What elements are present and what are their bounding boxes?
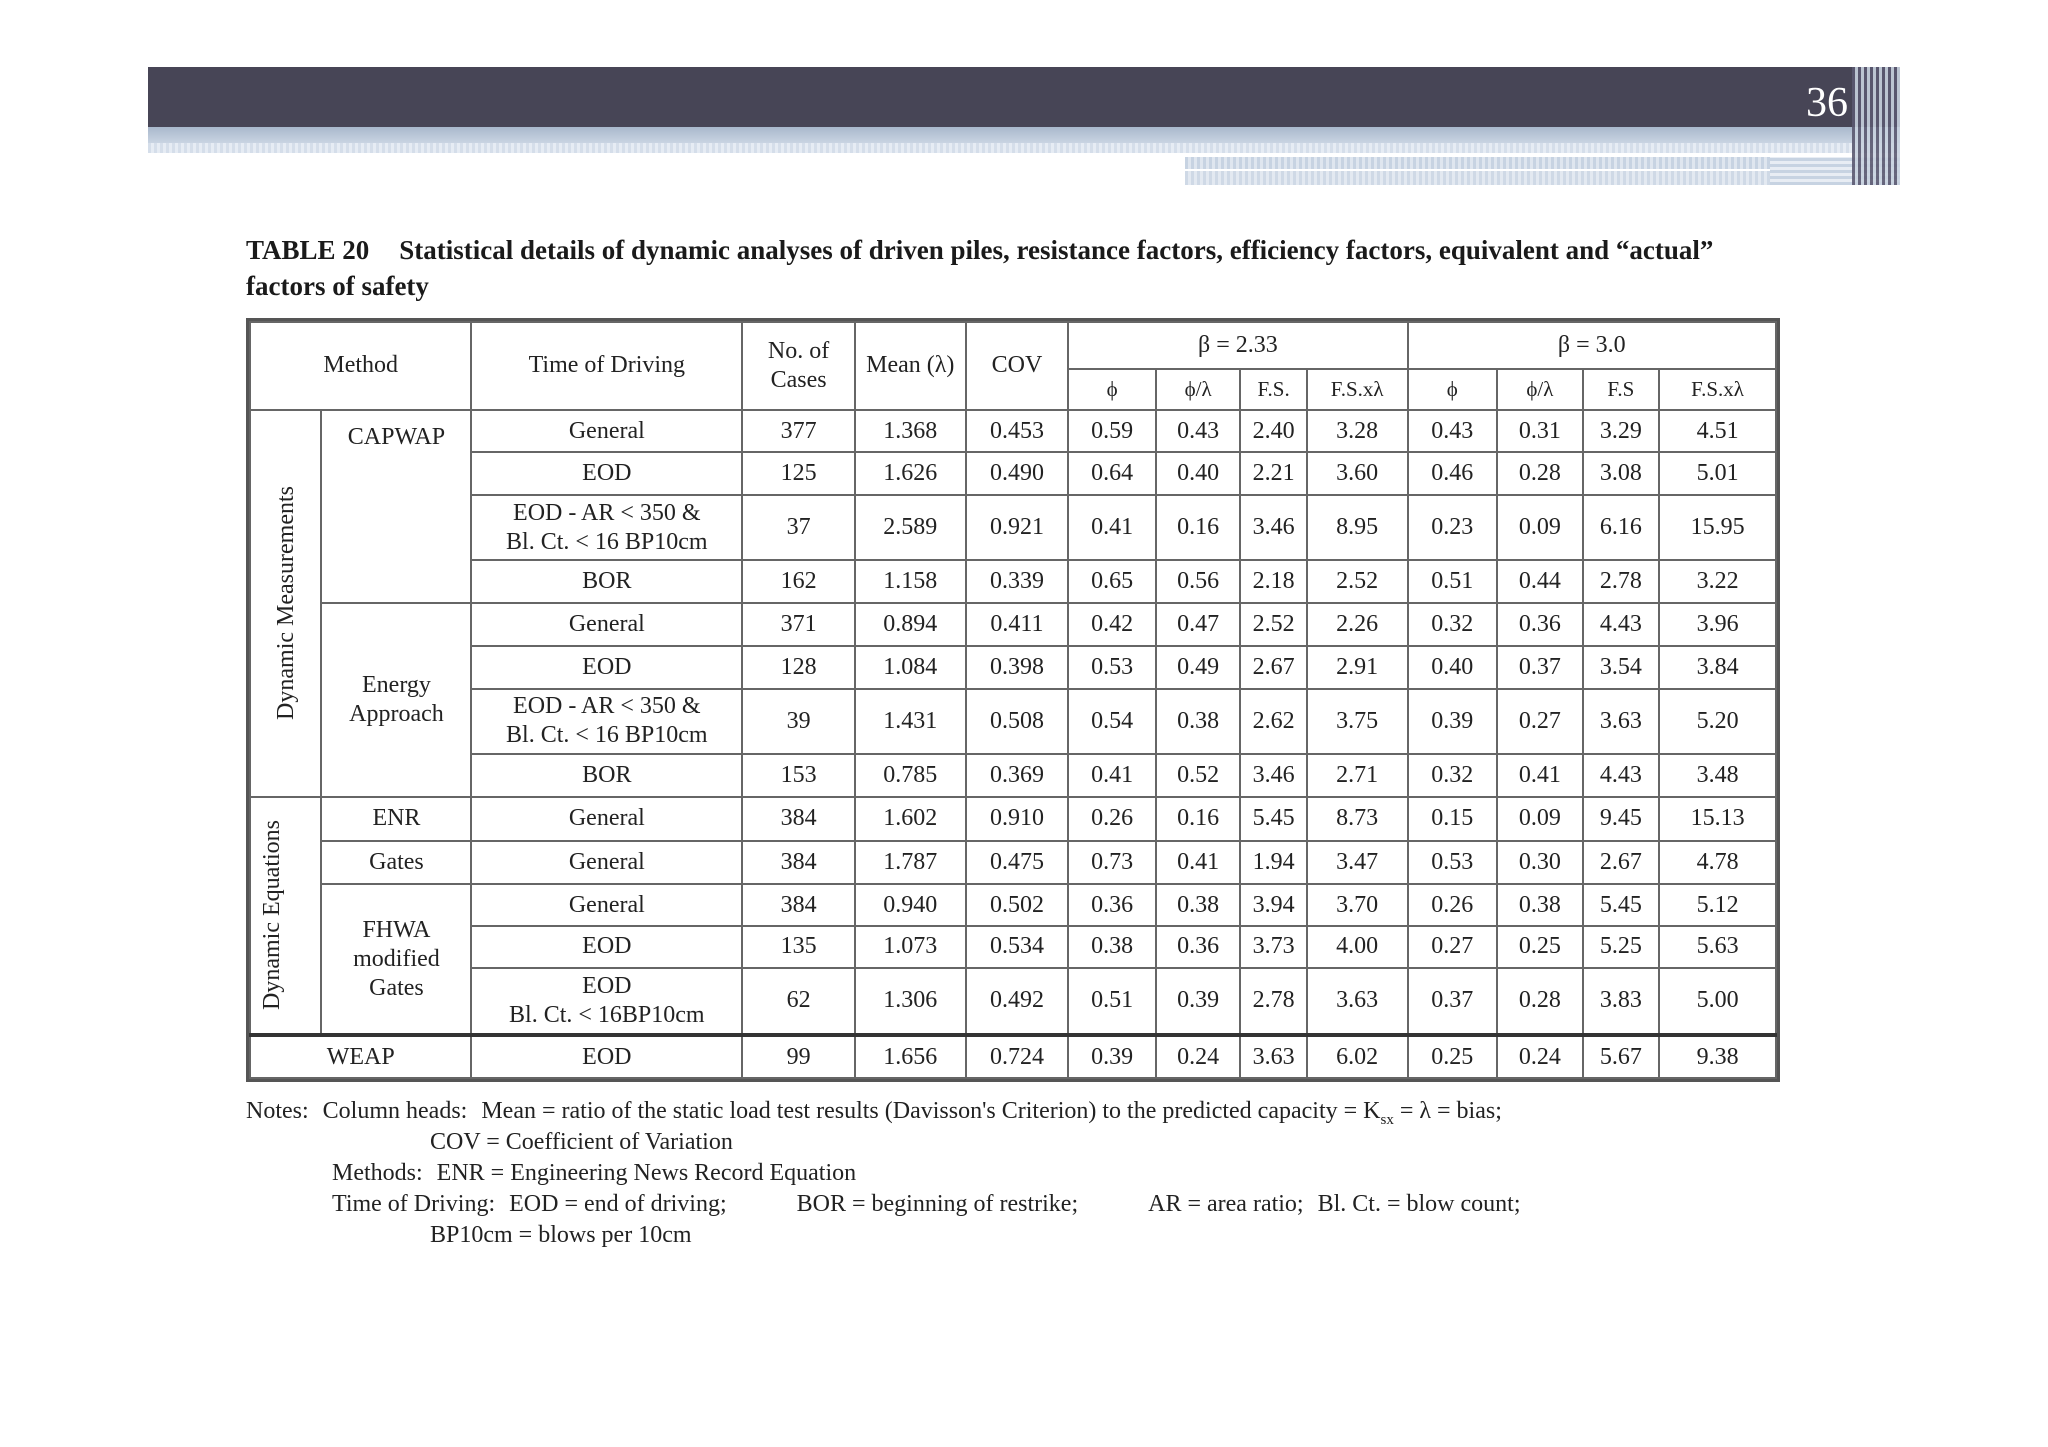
value-cell: 8.95	[1307, 495, 1408, 560]
value-cell: 2.71	[1307, 754, 1408, 797]
notes-enr-definition: ENR = Engineering News Record Equation	[436, 1160, 857, 1186]
value-cell: 0.39	[1156, 968, 1241, 1035]
value-cell: 0.59	[1068, 410, 1156, 453]
subheader-phi-lambda: ϕ/λ	[1156, 369, 1241, 410]
table-row	[250, 689, 1776, 754]
table-row	[250, 754, 1776, 797]
method-energy-approach: Energy Approach	[321, 603, 471, 797]
notes-bor-definition: BOR = beginning of restrike;	[796, 1191, 1079, 1217]
cov-cell: 0.490	[966, 452, 1069, 495]
notes-line	[332, 1158, 1892, 1189]
value-cell: 0.40	[1156, 452, 1241, 495]
value-cell: 0.51	[1068, 968, 1156, 1035]
notes-line	[430, 1220, 1990, 1251]
value-cell: 0.23	[1408, 495, 1498, 560]
header-accent-bar	[148, 127, 1900, 143]
notes-cov-definition: COV = Coefficient of Variation	[430, 1129, 733, 1155]
value-cell: 3.29	[1583, 410, 1660, 453]
table-row	[250, 797, 1776, 841]
value-cell: 0.32	[1408, 603, 1498, 646]
data-table	[249, 321, 1777, 1079]
value-cell: 0.39	[1068, 1035, 1156, 1078]
table-row	[250, 452, 1776, 495]
notes-label: Notes:	[246, 1098, 309, 1124]
cov-cell: 0.475	[966, 841, 1069, 885]
mean-cell: 1.602	[855, 797, 966, 841]
notes-line	[430, 1127, 1990, 1158]
value-cell: 2.78	[1240, 968, 1306, 1035]
value-cell: 0.26	[1068, 797, 1156, 841]
value-cell: 6.16	[1583, 495, 1660, 560]
value-cell: 0.40	[1408, 646, 1498, 689]
mean-cell: 1.656	[855, 1035, 966, 1078]
value-cell: 3.63	[1307, 968, 1408, 1035]
table-caption	[246, 232, 1766, 304]
cov-cell: 0.339	[966, 560, 1069, 603]
value-cell: 2.21	[1240, 452, 1306, 495]
value-cell: 3.08	[1583, 452, 1660, 495]
value-cell: 15.95	[1659, 495, 1776, 560]
value-cell: 9.45	[1583, 797, 1660, 841]
value-cell: 3.46	[1240, 495, 1306, 560]
time-cell: BOR	[471, 560, 742, 603]
cov-cell: 0.534	[966, 926, 1069, 968]
value-cell: 2.52	[1307, 560, 1408, 603]
value-cell: 0.43	[1408, 410, 1498, 453]
value-cell: 0.24	[1497, 1035, 1583, 1078]
value-cell: 4.00	[1307, 926, 1408, 968]
table-row	[250, 410, 1776, 453]
notes-time-label: Time of Driving:	[332, 1191, 496, 1217]
time-cell: EOD	[471, 452, 742, 495]
value-cell: 3.22	[1659, 560, 1776, 603]
mean-cell: 1.431	[855, 689, 966, 754]
cov-cell: 0.369	[966, 754, 1069, 797]
time-cell: EOD Bl. Ct. < 16BP10cm	[471, 968, 742, 1035]
value-cell: 0.25	[1497, 926, 1583, 968]
cases-cell: 125	[742, 452, 855, 495]
value-cell: 0.37	[1408, 968, 1498, 1035]
method-gates: Gates	[321, 841, 471, 885]
col-header-method: Method	[250, 322, 471, 410]
table-row	[250, 884, 1776, 926]
header-band	[148, 67, 1900, 127]
value-cell: 0.53	[1408, 841, 1498, 885]
subheader-fs-lambda: F.S.xλ	[1659, 369, 1776, 410]
subheader-fs: F.S.	[1240, 369, 1306, 410]
time-cell: EOD	[471, 1035, 742, 1078]
subheader-phi: ϕ	[1068, 369, 1156, 410]
cov-cell: 0.411	[966, 603, 1069, 646]
value-cell: 0.30	[1497, 841, 1583, 885]
time-cell: EOD	[471, 646, 742, 689]
value-cell: 6.02	[1307, 1035, 1408, 1078]
value-cell: 0.54	[1068, 689, 1156, 754]
value-cell: 0.41	[1497, 754, 1583, 797]
time-cell: General	[471, 884, 742, 926]
value-cell: 0.64	[1068, 452, 1156, 495]
table-row	[250, 968, 1776, 1035]
cases-cell: 99	[742, 1035, 855, 1078]
group-dynamic-equations: Dynamic Equations	[250, 797, 321, 1035]
notes-ar-definition: AR = area ratio;	[1148, 1191, 1304, 1217]
subheader-phi: ϕ	[1408, 369, 1498, 410]
value-cell: 2.62	[1240, 689, 1306, 754]
value-cell: 0.38	[1497, 884, 1583, 926]
header-stripe-right	[1185, 157, 1770, 169]
value-cell: 0.43	[1156, 410, 1241, 453]
header-stripe	[148, 143, 1900, 153]
mean-cell: 1.306	[855, 968, 966, 1035]
cov-cell: 0.724	[966, 1035, 1069, 1078]
value-cell: 15.13	[1659, 797, 1776, 841]
value-cell: 3.94	[1240, 884, 1306, 926]
cases-cell: 384	[742, 884, 855, 926]
value-cell: 0.47	[1156, 603, 1241, 646]
table-row	[250, 495, 1776, 560]
time-cell: General	[471, 603, 742, 646]
cases-cell: 384	[742, 797, 855, 841]
value-cell: 2.91	[1307, 646, 1408, 689]
value-cell: 0.25	[1408, 1035, 1498, 1078]
mean-cell: 0.894	[855, 603, 966, 646]
value-cell: 0.41	[1156, 841, 1241, 885]
notes-bp-definition: BP10cm = blows per 10cm	[430, 1222, 692, 1248]
value-cell: 5.25	[1583, 926, 1660, 968]
value-cell: 0.44	[1497, 560, 1583, 603]
mean-cell: 1.073	[855, 926, 966, 968]
value-cell: 0.49	[1156, 646, 1241, 689]
value-cell: 0.15	[1408, 797, 1498, 841]
col-header-mean: Mean (λ)	[855, 322, 966, 410]
slide-number: 36	[1806, 80, 1848, 126]
value-cell: 0.09	[1497, 495, 1583, 560]
value-cell: 0.38	[1156, 884, 1241, 926]
value-cell: 8.73	[1307, 797, 1408, 841]
notes-methods-label: Methods:	[332, 1160, 423, 1186]
mean-cell: 1.626	[855, 452, 966, 495]
value-cell: 5.67	[1583, 1035, 1660, 1078]
cases-cell: 384	[742, 841, 855, 885]
table-row	[250, 1035, 1776, 1078]
cases-cell: 162	[742, 560, 855, 603]
time-cell: EOD - AR < 350 & Bl. Ct. < 16 BP10cm	[471, 689, 742, 754]
notes-blct-definition: Bl. Ct. = blow count;	[1317, 1191, 1521, 1217]
value-cell: 2.67	[1240, 646, 1306, 689]
value-cell: 2.40	[1240, 410, 1306, 453]
value-cell: 0.41	[1068, 495, 1156, 560]
cases-cell: 37	[742, 495, 855, 560]
value-cell: 5.01	[1659, 452, 1776, 495]
table-row	[250, 841, 1776, 885]
table-row	[250, 603, 1776, 646]
cases-cell: 128	[742, 646, 855, 689]
value-cell: 0.31	[1497, 410, 1583, 453]
method-weap: WEAP	[250, 1035, 471, 1078]
value-cell: 9.38	[1659, 1035, 1776, 1078]
value-cell: 0.09	[1497, 797, 1583, 841]
value-cell: 0.24	[1156, 1035, 1241, 1078]
time-cell: EOD - AR < 350 & Bl. Ct. < 16 BP10cm	[471, 495, 742, 560]
time-cell: General	[471, 841, 742, 885]
time-cell: EOD	[471, 926, 742, 968]
table-title: Statistical details of dynamic analyses of driven piles, resistance factors, efficiency factors, equivalent and “actual” factors of safety	[246, 235, 1714, 301]
value-cell: 5.00	[1659, 968, 1776, 1035]
col-header-time: Time of Driving	[471, 322, 742, 410]
value-cell: 0.53	[1068, 646, 1156, 689]
notes-mean-definition: Mean = ratio of the static load test results (Davisson's Criterion) to the predicted capacity = K	[481, 1098, 1381, 1124]
cov-cell: 0.502	[966, 884, 1069, 926]
value-cell: 3.54	[1583, 646, 1660, 689]
value-cell: 0.39	[1408, 689, 1498, 754]
table-row	[250, 646, 1776, 689]
value-cell: 3.75	[1307, 689, 1408, 754]
header-grille-decoration	[1852, 67, 1900, 185]
value-cell: 0.56	[1156, 560, 1241, 603]
cases-cell: 377	[742, 410, 855, 453]
col-header-cases: No. of Cases	[742, 322, 855, 410]
value-cell: 3.70	[1307, 884, 1408, 926]
value-cell: 3.46	[1240, 754, 1306, 797]
value-cell: 0.28	[1497, 968, 1583, 1035]
value-cell: 0.16	[1156, 495, 1241, 560]
value-cell: 0.36	[1068, 884, 1156, 926]
value-cell: 3.28	[1307, 410, 1408, 453]
notes-eod-definition: EOD = end of driving;	[509, 1191, 727, 1217]
notes-mean-tail: = λ = bias;	[1393, 1098, 1502, 1124]
cov-cell: 0.398	[966, 646, 1069, 689]
value-cell: 3.84	[1659, 646, 1776, 689]
value-cell: 3.48	[1659, 754, 1776, 797]
mean-cell: 1.158	[855, 560, 966, 603]
value-cell: 0.51	[1408, 560, 1498, 603]
value-cell: 4.43	[1583, 754, 1660, 797]
notes-mean-subscript: sx	[1380, 1111, 1394, 1128]
value-cell: 4.78	[1659, 841, 1776, 885]
value-cell: 0.37	[1497, 646, 1583, 689]
value-cell: 0.36	[1497, 603, 1583, 646]
value-cell: 0.52	[1156, 754, 1241, 797]
col-header-beta-233: β = 2.33	[1068, 322, 1407, 369]
value-cell: 3.73	[1240, 926, 1306, 968]
value-cell: 3.83	[1583, 968, 1660, 1035]
method-fhwa-modified-gates: FHWA modified Gates	[321, 884, 471, 1035]
table-row	[250, 560, 1776, 603]
cov-cell: 0.453	[966, 410, 1069, 453]
statistics-table	[246, 318, 1780, 1082]
method-enr: ENR	[321, 797, 471, 841]
subheader-fs: F.S	[1583, 369, 1660, 410]
value-cell: 0.38	[1068, 926, 1156, 968]
value-cell: 3.63	[1240, 1035, 1306, 1078]
table-notes	[246, 1096, 1806, 1251]
value-cell: 0.65	[1068, 560, 1156, 603]
col-header-beta-30: β = 3.0	[1408, 322, 1777, 369]
cases-cell: 39	[742, 689, 855, 754]
cases-cell: 62	[742, 968, 855, 1035]
value-cell: 3.60	[1307, 452, 1408, 495]
value-cell: 2.78	[1583, 560, 1660, 603]
value-cell: 4.51	[1659, 410, 1776, 453]
cases-cell: 371	[742, 603, 855, 646]
value-cell: 0.28	[1497, 452, 1583, 495]
value-cell: 0.27	[1497, 689, 1583, 754]
cov-cell: 0.492	[966, 968, 1069, 1035]
value-cell: 0.46	[1408, 452, 1498, 495]
value-cell: 0.36	[1156, 926, 1241, 968]
value-cell: 3.47	[1307, 841, 1408, 885]
notes-column-heads-label: Column heads:	[322, 1098, 468, 1124]
notes-line	[332, 1189, 1892, 1220]
group-dynamic-measurements: Dynamic Measurements	[250, 410, 321, 797]
value-cell: 2.67	[1583, 841, 1660, 885]
table-number: TABLE 20	[246, 235, 370, 265]
table-row	[250, 926, 1776, 968]
value-cell: 4.43	[1583, 603, 1660, 646]
subheader-phi-lambda: ϕ/λ	[1497, 369, 1583, 410]
method-capwap: CAPWAP	[321, 410, 471, 604]
value-cell: 0.32	[1408, 754, 1498, 797]
mean-cell: 1.368	[855, 410, 966, 453]
mean-cell: 1.787	[855, 841, 966, 885]
header-row	[250, 322, 1776, 369]
cov-cell: 0.910	[966, 797, 1069, 841]
value-cell: 0.27	[1408, 926, 1498, 968]
value-cell: 2.18	[1240, 560, 1306, 603]
value-cell: 0.16	[1156, 797, 1241, 841]
cov-cell: 0.921	[966, 495, 1069, 560]
mean-cell: 0.785	[855, 754, 966, 797]
time-cell: General	[471, 797, 742, 841]
cases-cell: 153	[742, 754, 855, 797]
cov-cell: 0.508	[966, 689, 1069, 754]
value-cell: 5.45	[1583, 884, 1660, 926]
value-cell: 2.26	[1307, 603, 1408, 646]
time-cell: General	[471, 410, 742, 453]
value-cell: 0.42	[1068, 603, 1156, 646]
value-cell: 0.26	[1408, 884, 1498, 926]
value-cell: 5.63	[1659, 926, 1776, 968]
value-cell: 5.45	[1240, 797, 1306, 841]
mean-cell: 1.084	[855, 646, 966, 689]
value-cell: 5.20	[1659, 689, 1776, 754]
cases-cell: 135	[742, 926, 855, 968]
value-cell: 0.38	[1156, 689, 1241, 754]
time-cell: BOR	[471, 754, 742, 797]
value-cell: 1.94	[1240, 841, 1306, 885]
value-cell: 0.41	[1068, 754, 1156, 797]
value-cell: 3.96	[1659, 603, 1776, 646]
mean-cell: 0.940	[855, 884, 966, 926]
value-cell: 2.52	[1240, 603, 1306, 646]
mean-cell: 2.589	[855, 495, 966, 560]
subheader-fs-lambda: F.S.xλ	[1307, 369, 1408, 410]
value-cell: 3.63	[1583, 689, 1660, 754]
value-cell: 0.73	[1068, 841, 1156, 885]
col-header-cov: COV	[966, 322, 1069, 410]
value-cell: 5.12	[1659, 884, 1776, 926]
notes-line	[246, 1096, 1806, 1127]
